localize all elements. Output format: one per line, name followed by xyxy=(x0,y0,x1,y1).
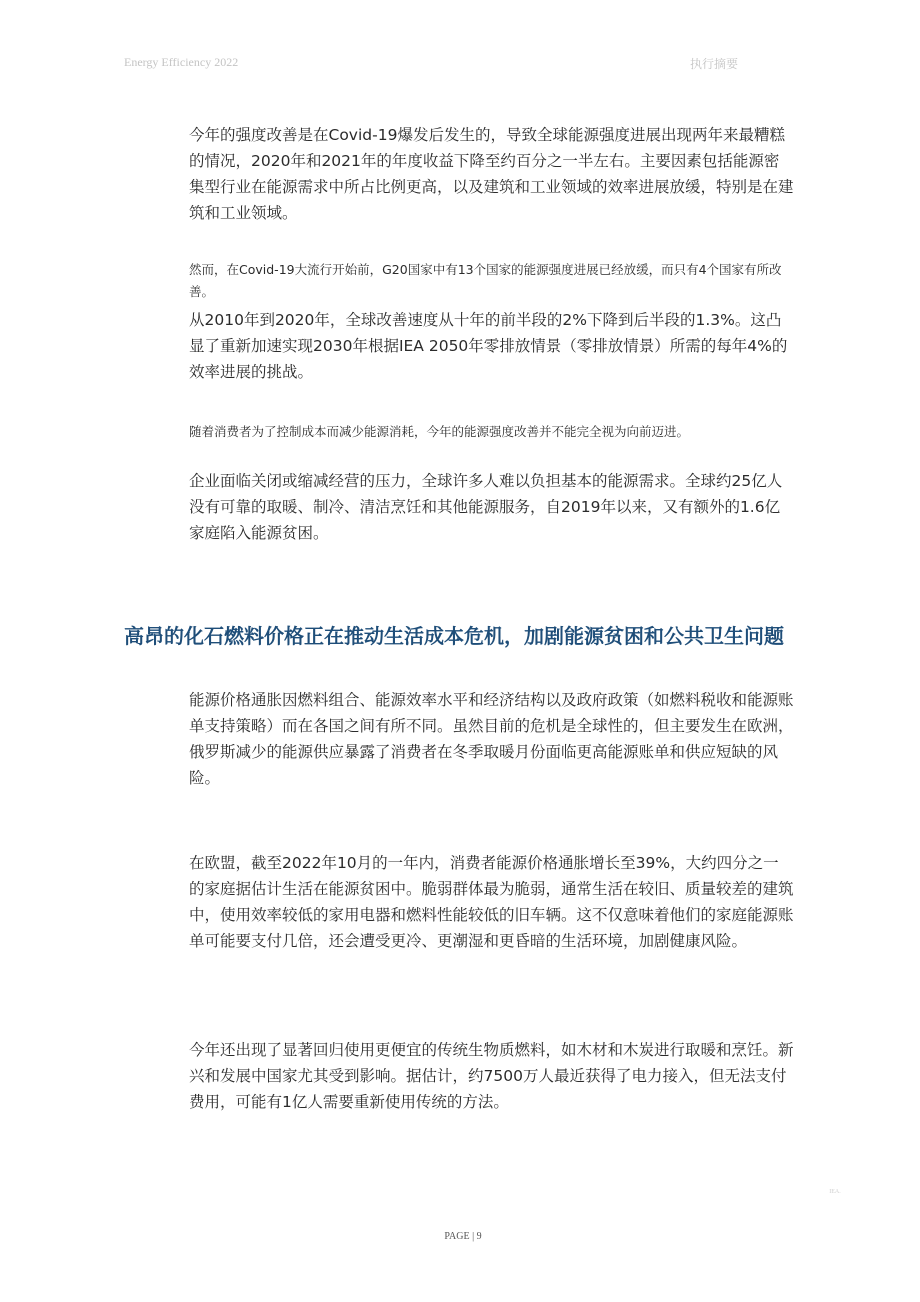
paragraph-price-inflation: 能源价格通胀因燃料组合、能源效率水平和经济结构以及政府政策（如燃料税收和能源账单支持策略）而在各国之间有所不同。虽然目前的危机是全球性的，但主要发生在欧洲，俄罗斯减少的能源供应暴露了消费者在冬季取暖月份面临更高能源账单和供应短缺的风险。 xyxy=(189,691,794,787)
paragraph-eu-poverty: 在欧盟，截至2022年10月的一年内，消费者能源价格通胀增长至39%，大约四分之一的家庭据估计生活在能源贫困中。脆弱群体最为脆弱，通常生活在较旧、质量较差的建筑中，使用效率较低的家用电器和燃料性能较低的旧车辆。这不仅意味着他们的家庭能源账单可能要支付几倍，还会遭受更冷、更潮湿和更昏暗的生活环境，加剧健康风险。 xyxy=(189,854,794,950)
paragraph-global-rate: 从2010年到2020年，全球改善速度从十年的前半段的2%下降到后半段的1.3%。这凸显了重新加速实现2030年根据IEA 2050年零排放情景（零排放情景）所需的每年4%的效率进展的挑战。 xyxy=(189,311,788,381)
iea-watermark: IEA. xyxy=(829,1189,841,1195)
paragraph-business-pressure: 企业面临关闭或缩减经营的压力，全球许多人难以负担基本的能源需求。全球约25亿人没有可靠的取暖、制冷、清洁烹饪和其他能源服务，自2019年以来，又有额外的1.6亿家庭陷入能源贫困。 xyxy=(189,472,783,542)
page-number: PAGE | 9 xyxy=(444,1231,482,1242)
section-title: 执行摘要 xyxy=(690,57,739,71)
section-heading: 高昂的化石燃料价格正在推动生活成本危机，加剧能源贫困和公共卫生问题 xyxy=(124,624,784,648)
paragraph-g20-note: 然而，在Covid-19大流行开始前，G20国家中有13个国家的能源强度进展已经放缓，而只有4个国家有所改善。 xyxy=(189,262,782,299)
paragraph-biomass: 今年还出现了显著回归使用更便宜的传统生物质燃料，如木材和木炭进行取暖和烹饪。新兴和发展中国家尤其受到影响。据估计，约7500万人最近获得了电力接入，但无法支付费用，可能有1亿人需要重新使用传统的方法。 xyxy=(189,1041,794,1111)
document-title: Energy Efficiency 2022 xyxy=(124,55,239,69)
paragraph-consumer-note: 随着消费者为了控制成本而减少能源消耗，今年的能源强度改善并不能完全视为向前迈进。 xyxy=(189,424,690,439)
paragraph-intensity-covid: 今年的强度改善是在Covid-19爆发后发生的，导致全球能源强度进展出现两年来最糟糕的情况，2020年和2021年的年度收益下降至约百分之一半左右。主要因素包括能源密集型行业在能源需求中所占比例更高，以及建筑和工业领域的效率进展放缓，特别是在建筑和工业领域。 xyxy=(189,126,794,222)
